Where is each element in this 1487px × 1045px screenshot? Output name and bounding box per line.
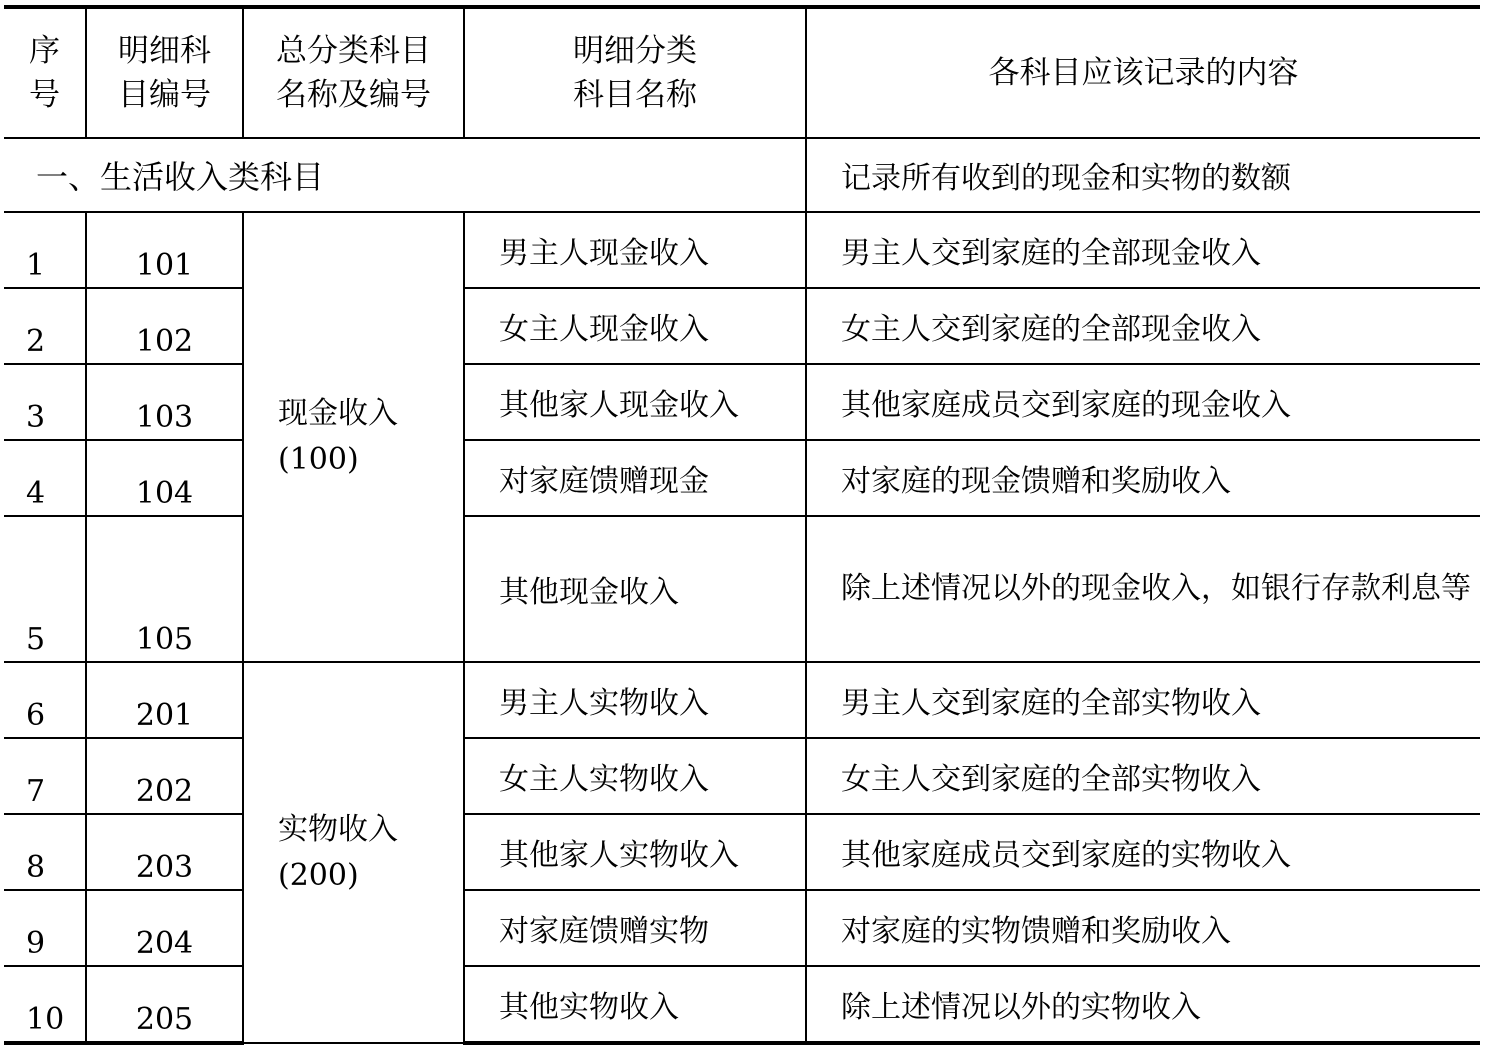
row-code: 104 bbox=[86, 440, 243, 516]
row-seq: 1 bbox=[4, 212, 86, 288]
row-code: 105 bbox=[86, 516, 243, 662]
table-row bbox=[4, 516, 1480, 662]
row-content: 除上述情况以外的现金收入，如银行存款利息等 bbox=[806, 516, 1480, 662]
row-seq: 6 bbox=[4, 662, 86, 738]
section-row bbox=[4, 138, 1480, 212]
category-cell bbox=[243, 662, 464, 1043]
row-content: 男主人交到家庭的全部现金收入 bbox=[806, 212, 1480, 288]
row-content: 男主人交到家庭的全部实物收入 bbox=[806, 662, 1480, 738]
table-row bbox=[4, 890, 1480, 966]
row-content: 对家庭的现金馈赠和奖励收入 bbox=[806, 440, 1480, 516]
row-code: 204 bbox=[86, 890, 243, 966]
row-detail: 女主人实物收入 bbox=[464, 738, 806, 814]
category-code: (200) bbox=[278, 857, 359, 893]
row-detail: 男主人实物收入 bbox=[464, 662, 806, 738]
row-content: 女主人交到家庭的全部实物收入 bbox=[806, 738, 1480, 814]
row-seq: 8 bbox=[4, 814, 86, 890]
table-row bbox=[4, 814, 1480, 890]
row-detail: 其他家人实物收入 bbox=[464, 814, 806, 890]
section-title: 一、生活收入类科目 bbox=[4, 138, 806, 212]
header-content: 各科目应该记录的内容 bbox=[806, 7, 1480, 138]
table-body bbox=[4, 138, 1480, 1043]
row-code: 205 bbox=[86, 966, 243, 1043]
table-row bbox=[4, 288, 1480, 364]
header-row bbox=[4, 7, 1480, 138]
table-row bbox=[4, 738, 1480, 814]
table-row bbox=[4, 212, 1480, 288]
header-detail: 明细分类 科目名称 bbox=[464, 7, 806, 138]
header-code: 明细科 目编号 bbox=[86, 7, 243, 138]
category-cell bbox=[243, 212, 464, 662]
row-detail: 对家庭馈赠现金 bbox=[464, 440, 806, 516]
row-code: 101 bbox=[86, 212, 243, 288]
table-row bbox=[4, 662, 1480, 738]
category-code: (100) bbox=[278, 442, 359, 477]
category-name: 现金收入 bbox=[278, 396, 398, 431]
row-detail: 对家庭馈赠实物 bbox=[464, 890, 806, 966]
section-content: 记录所有收到的现金和实物的数额 bbox=[806, 138, 1480, 212]
row-code: 202 bbox=[86, 738, 243, 814]
row-content: 除上述情况以外的实物收入 bbox=[806, 966, 1480, 1043]
table-row bbox=[4, 364, 1480, 440]
row-seq: 4 bbox=[4, 440, 86, 516]
row-code: 203 bbox=[86, 814, 243, 890]
row-detail: 男主人现金收入 bbox=[464, 212, 806, 288]
row-content: 女主人交到家庭的全部现金收入 bbox=[806, 288, 1480, 364]
row-seq: 5 bbox=[4, 516, 86, 662]
row-detail: 其他现金收入 bbox=[464, 516, 806, 662]
table-row bbox=[4, 966, 1480, 1043]
row-content: 对家庭的实物馈赠和奖励收入 bbox=[806, 890, 1480, 966]
row-seq: 9 bbox=[4, 890, 86, 966]
row-code: 103 bbox=[86, 364, 243, 440]
row-detail: 其他实物收入 bbox=[464, 966, 806, 1043]
header-category: 总分类科目 名称及编号 bbox=[243, 7, 464, 138]
document-page bbox=[4, 5, 1480, 1045]
row-seq: 10 bbox=[4, 966, 86, 1043]
table-row bbox=[4, 440, 1480, 516]
row-seq: 7 bbox=[4, 738, 86, 814]
row-seq: 3 bbox=[4, 364, 86, 440]
row-seq: 2 bbox=[4, 288, 86, 364]
row-content: 其他家庭成员交到家庭的实物收入 bbox=[806, 814, 1480, 890]
row-detail: 女主人现金收入 bbox=[464, 288, 806, 364]
row-code: 201 bbox=[86, 662, 243, 738]
row-content: 其他家庭成员交到家庭的现金收入 bbox=[806, 364, 1480, 440]
row-code: 102 bbox=[86, 288, 243, 364]
category-name: 实物收入 bbox=[278, 811, 398, 847]
header-seq: 序 号 bbox=[4, 7, 86, 138]
account-table bbox=[4, 5, 1480, 1045]
row-detail: 其他家人现金收入 bbox=[464, 364, 806, 440]
